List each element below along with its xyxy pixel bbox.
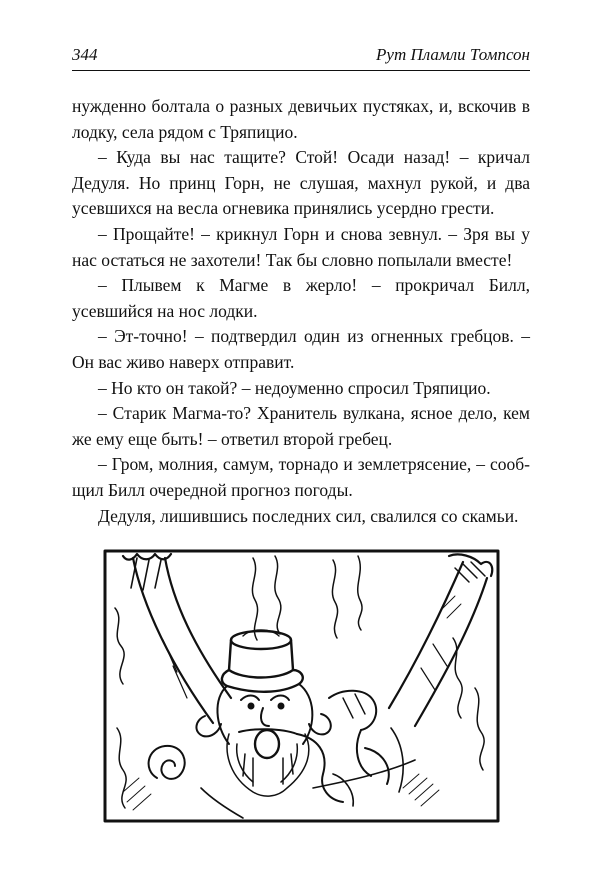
spiral <box>149 746 185 779</box>
paragraph: нужденно болтала о разных девичьих пустяках, и, вскочив в лодку, села рядом с Тряпицио. <box>72 96 530 142</box>
right-arm <box>389 554 492 726</box>
running-head <box>72 44 530 66</box>
face <box>196 684 330 758</box>
falling-old-man-illustration <box>103 548 503 826</box>
beard <box>227 729 353 806</box>
paragraph: – Куда вы нас тащите? Стой! Осади назад! – кричал Дедуля. Но принц Горн, не слушая, махнул рукой, и два усевшихся на весла огневика принялись усердно грести. <box>72 147 530 219</box>
paragraph: – Но кто он такой? – недоуменно спросил Тряпицио. <box>98 377 491 398</box>
book-author-header: Рут Пламли Томпсон <box>376 45 530 64</box>
paragraph: – Эт-точно! – подтвердил один из огненных гребцов. – Он вас живо наверх отправит. <box>72 326 530 372</box>
left-arm <box>123 554 231 723</box>
paragraph: – Гром, молния, самум, торнадо и землетрясение, – сооб- щил Билл очередной прогноз погоды. <box>72 454 530 500</box>
page-number: 344 <box>72 45 98 64</box>
paragraph: – Плывем к Магме в жерло! – прокричал Билл, усевшийся на нос лодки. <box>72 275 530 321</box>
paragraph: Дедуля, лишившись последних сил, свалился со скамьи. <box>98 505 519 526</box>
header-rule <box>72 70 530 71</box>
paragraph: – Прощайте! – крикнул Горн и снова зевнул. – Зря вы у нас остаться не захотели! Так бы словно попылали вместе! <box>72 223 530 270</box>
right-hand <box>329 691 389 784</box>
body-text <box>72 94 530 529</box>
paragraph: – Старик Магма-то? Хранитель вулкана, ясное дело, кем же ему еще быть! – ответил второй гребец. <box>72 403 530 449</box>
hat <box>222 630 303 692</box>
